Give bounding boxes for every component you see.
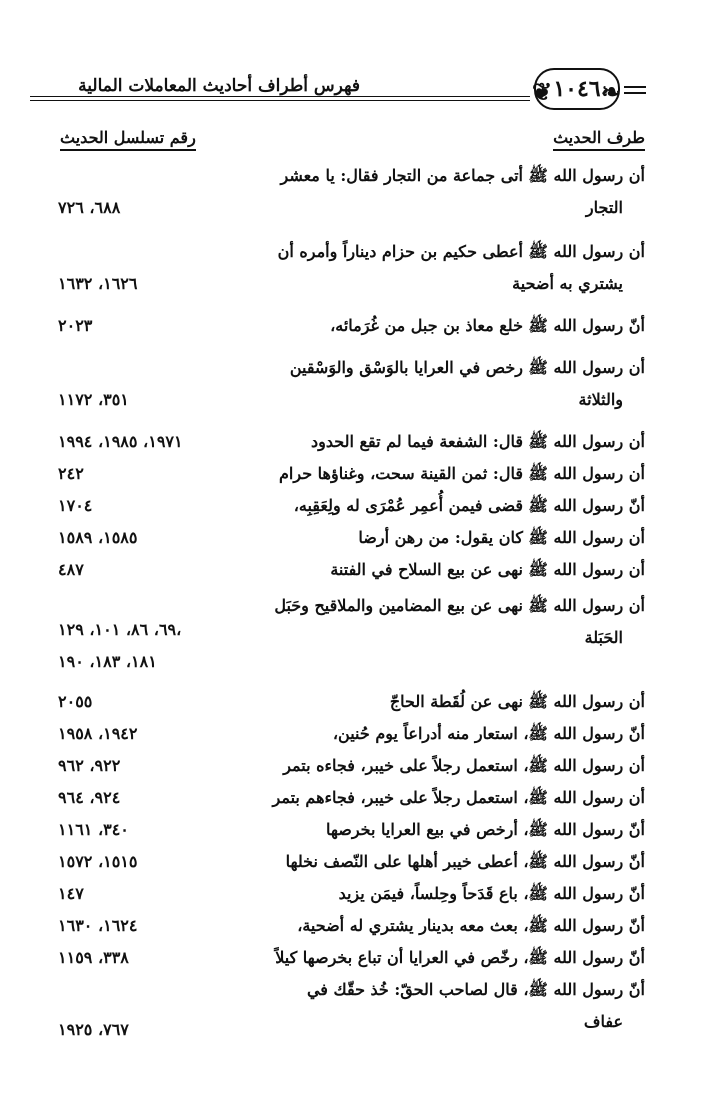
serial-numbers: ١٦٢٦، ١٦٣٢ (58, 274, 138, 293)
hadith-text: أن رسول الله ﷺ نهى عن بيع المضامين والملاقيح وحَبَل (274, 596, 645, 615)
hadith-text: أن رسول الله ﷺ، استعمل رجلاً على خيبر، فجاءهم بتمر (272, 788, 645, 807)
index-entry (0, 426, 703, 458)
page-number: ١٠٤٦ (553, 76, 601, 102)
index-entry (0, 782, 703, 814)
hadith-text: أن رسول الله ﷺ أتى جماعة من التجار فقال: يا معشر (280, 166, 645, 185)
hadith-text: أن رسول الله ﷺ نهى عن لُقَطة الحاجّ (389, 692, 645, 711)
serial-numbers: ١٥١٥، ١٥٧٢ (58, 852, 138, 871)
index-entry (0, 942, 703, 974)
index-entry (0, 686, 703, 718)
serial-numbers: ١٤٧ (58, 884, 84, 903)
column-heading-hadith: طرف الحديث (553, 128, 645, 151)
column-heading-serial: رقم تسلسل الحديث (60, 128, 196, 151)
hadith-text: أنّ رسول الله ﷺ، أرخص في بيع العرايا بخرصها (326, 820, 645, 839)
hadith-text: أن رسول الله ﷺ نهى عن بيع السلاح في الفتنة (330, 560, 645, 579)
index-entries (0, 160, 703, 1039)
hadith-text: أن رسول الله ﷺ كان يقول: من رهن أرضا (358, 528, 645, 547)
hadith-text-continued: عفاف (583, 1012, 623, 1031)
hadith-text: أنّ رسول الله ﷺ، أعطى خيبر أهلها على النّصف نخلها (285, 852, 645, 871)
index-entry (0, 310, 703, 342)
running-header (20, 64, 650, 110)
index-entry (0, 878, 703, 910)
header-title: فهرس أطراف أحاديث المعاملات المالية (78, 76, 360, 96)
serial-numbers: ٧٦٧، ١٩٢٥ (58, 1020, 129, 1039)
index-entry (0, 522, 703, 554)
serial-numbers: ١٧٠٤ (58, 496, 93, 515)
hadith-text-continued: التجار (585, 198, 623, 217)
header-rule (30, 100, 530, 101)
double-dash-ornament (624, 86, 646, 94)
page-number-badge (534, 68, 620, 110)
hadith-text: أنّ رسول الله ﷺ، بعث معه بدينار يشتري له أضحية، (297, 916, 645, 935)
hadith-text-continued: الحَبَلة (584, 628, 623, 647)
serial-numbers: ٢٠٢٣ (58, 316, 93, 335)
serial-numbers: ٣٣٨، ١١٥٩ (58, 948, 129, 967)
serial-numbers: ١٩٤٢، ١٩٥٨ (58, 724, 138, 743)
hadith-text: أن رسول الله ﷺ قال: ثمن القينة سحت، وغناؤها حرام (279, 464, 645, 483)
index-entry (0, 490, 703, 522)
hadith-text-continued: يشتري به أضحية (512, 274, 623, 293)
hadith-text: أنّ رسول الله ﷺ، باع قَدَحاً وحِلساً، فيمَن يزيد (338, 884, 645, 903)
index-entry (0, 236, 703, 300)
index-entry (0, 814, 703, 846)
header-rule (30, 96, 530, 97)
hadith-text: أن رسول الله ﷺ رخص في العرايا بالوَسْق والوَسْقين (289, 358, 645, 377)
hadith-text: أنّ رسول الله ﷺ، استعار منه أدراعاً يوم حُنين، (332, 724, 645, 743)
serial-numbers: ١٥٨٥، ١٥٨٩ (58, 528, 138, 547)
index-entry (0, 910, 703, 942)
hadith-text-continued: والثلاثة (578, 390, 623, 409)
serial-numbers: ٣٤٠، ١١٦١ (58, 820, 129, 839)
index-entry (0, 554, 703, 586)
serial-numbers: ٩٢٢، ٩٦٢ (58, 756, 121, 775)
serial-numbers-continued: ١٨١، ١٨٣، ١٩٠ (58, 652, 157, 671)
index-entry (0, 458, 703, 490)
hadith-text: أنّ رسول الله ﷺ، رخّص في العرايا أن تباع بخرصها كيلاً (275, 948, 645, 967)
index-entry (0, 590, 703, 686)
serial-numbers: ٢٠٥٥ (58, 692, 93, 711)
serial-numbers: ٤٨٧ (58, 560, 84, 579)
index-entry (0, 750, 703, 782)
serial-numbers: ٦٨٨، ٧٢٦ (58, 198, 121, 217)
index-entry (0, 352, 703, 416)
serial-numbers: ٣٥١، ١١٧٢ (58, 390, 129, 409)
leaf-ornament-icon: ❧ (600, 77, 622, 106)
index-entry (0, 974, 703, 1038)
index-entry (0, 160, 703, 224)
hadith-text: أنّ رسول الله ﷺ خلع معاذ بن جبل من غُرَمائه، (330, 316, 645, 335)
hadith-text: أن رسول الله ﷺ أعطى حكيم بن حزام ديناراً وأمره أن (277, 242, 645, 261)
hadith-text: أنّ رسول الله ﷺ، قال لصاحب الحقّ: خُذ حقّك في (306, 980, 645, 999)
serial-numbers: ٢٤٢ (58, 464, 84, 483)
index-entry (0, 846, 703, 878)
hadith-text: أن رسول الله ﷺ، استعمل رجلاً على خيبر، فجاءه بتمر (283, 756, 645, 775)
leaf-ornament-icon: ❦ (532, 77, 554, 106)
hadith-text: أنّ رسول الله ﷺ قضى فيمن أُعمِر عُمْرَى له ولِعَقِبِه، (293, 496, 645, 515)
serial-numbers: ١٦٢٤، ١٦٣٠ (58, 916, 138, 935)
index-entry (0, 718, 703, 750)
hadith-text: أن رسول الله ﷺ قال: الشفعة فيما لم تقع الحدود (311, 432, 645, 451)
serial-numbers: ٦٩، ٨٦، ١٠١، ١٢٩، (58, 620, 182, 639)
serial-numbers: ٩٢٤، ٩٦٤ (58, 788, 121, 807)
serial-numbers: ١٩٧١، ١٩٨٥، ١٩٩٤ (58, 432, 183, 451)
